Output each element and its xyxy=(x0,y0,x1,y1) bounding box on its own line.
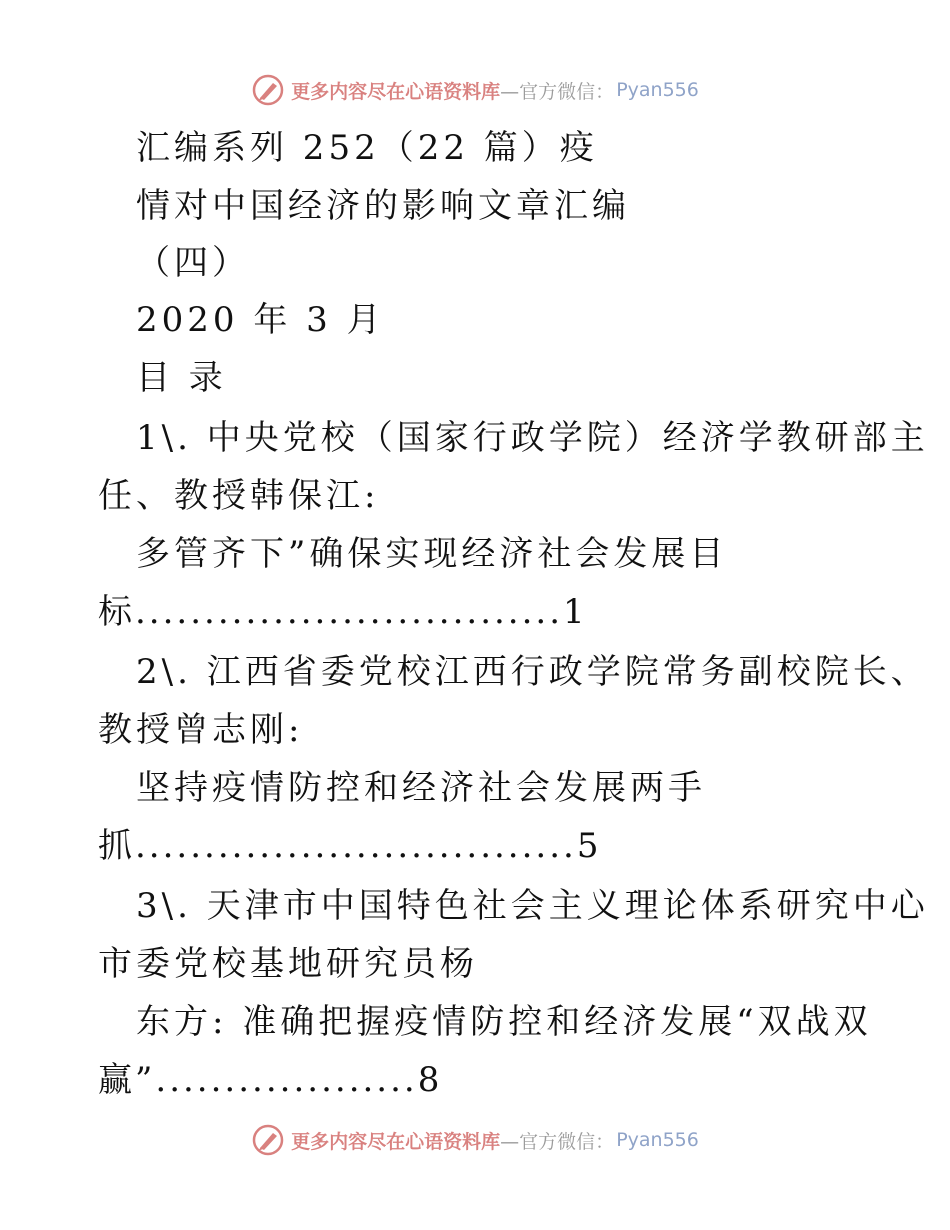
doc-title-line-3: （四） xyxy=(136,243,250,283)
watermark-wechat: Pyan556 xyxy=(616,79,699,101)
doc-title-line-1: 汇编系列 252（22 篇）疫 xyxy=(136,128,598,168)
doc-title-line-2: 情对中国经济的影响文章汇编 xyxy=(136,186,630,226)
toc-entry-2-line-2: 教授曾志刚: xyxy=(98,710,304,750)
watermark-brand: 更多内容尽在心语资料库 xyxy=(291,1130,501,1153)
watermark-separator: —官方微信： xyxy=(500,1130,615,1153)
watermark-brand: 更多内容尽在心语资料库 xyxy=(291,80,501,103)
doc-date: 2020 年 3 月 xyxy=(136,300,385,340)
toc-entry-2-page: 抓................................5 xyxy=(98,826,602,866)
watermark-footer xyxy=(0,1122,950,1158)
toc-entry-3-page: 赢”...................8 xyxy=(98,1060,443,1100)
watermark-wechat: Pyan556 xyxy=(616,1129,699,1151)
pen-logo-icon xyxy=(251,73,285,107)
toc-heading: 目 录 xyxy=(136,358,227,398)
toc-entry-1-page: 标...............................1 xyxy=(98,592,588,632)
toc-entry-3-line-1: 3\. 天津市中国特色社会主义理论体系研究中心 xyxy=(136,886,929,926)
watermark-separator: —官方微信： xyxy=(500,80,615,103)
toc-entry-2-line-3: 坚持疫情防控和经济社会发展两手 xyxy=(136,768,706,808)
watermark-header xyxy=(0,72,950,108)
toc-entry-1-line-3: 多管齐下”确保实现经济社会发展目 xyxy=(136,534,728,574)
pen-logo-icon xyxy=(251,1123,285,1157)
toc-entry-3-line-2: 市委党校基地研究员杨 xyxy=(98,944,478,984)
toc-entry-1-line-2: 任、教授韩保江: xyxy=(98,476,380,516)
toc-entry-2-line-1: 2\. 江西省委党校江西行政学院常务副校院长、 xyxy=(136,652,929,692)
toc-entry-3-line-3: 东方: 准确把握疫情防控和经济发展“双战双 xyxy=(136,1002,872,1042)
toc-entry-1-line-1: 1\. 中央党校（国家行政学院）经济学教研部主 xyxy=(136,418,929,458)
